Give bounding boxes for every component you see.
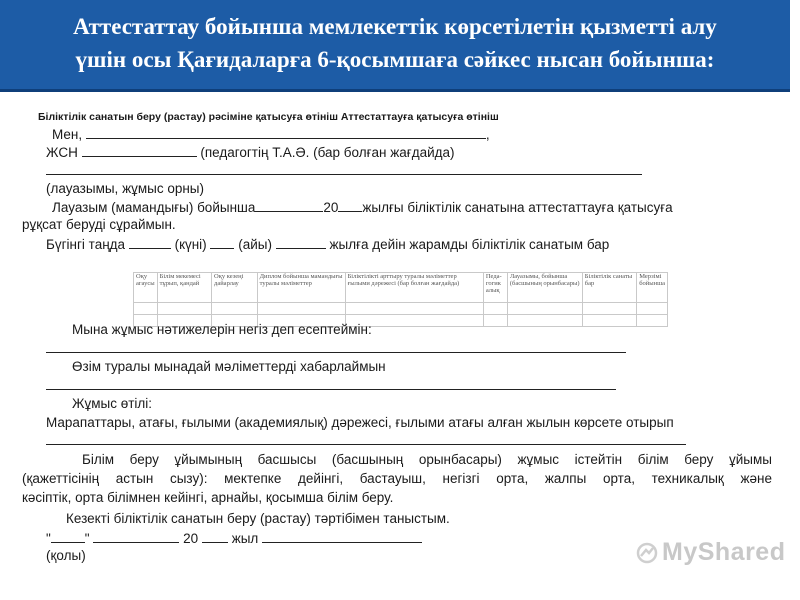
iin-blank[interactable] (82, 143, 197, 157)
header-cell-category: Біліктілік санаты бар (582, 273, 636, 303)
work-experience-label: Жұмыс өтілі: (72, 396, 153, 411)
org-types-line: (қажеттісінің астын сызу): мектепке дейінгі, бастауыш, негізгі орта, жалпы орта, техникалық және (22, 471, 772, 486)
day-blank[interactable] (129, 235, 171, 249)
watermark-text: MyShared (662, 538, 786, 566)
banner-title-line-2: үшін осы Қағидаларға 6-қосымшаға сәйкес нысан бойынша: (75, 47, 715, 72)
iin-label: ЖСН (46, 145, 78, 160)
specialty-label: Лауазым (мамандығы) бойынша (52, 200, 256, 215)
date-year-blank[interactable] (202, 529, 228, 543)
request-line-2: рұқсат беруді сұраймын. (22, 217, 176, 232)
title-banner (0, 0, 790, 92)
line-date (46, 529, 422, 547)
header-cell-pedagogical: Педа- гогик алық (483, 273, 507, 303)
head-of-org-line-1: Білім беру ұйымының басшысы (басшының орынбасары) жұмыс істейтін білім беру ұйымы (82, 452, 772, 467)
work-results-label: Мына жұмыс нәтижелерін негіз деп есептеймін: (72, 322, 372, 337)
valid-year-blank[interactable] (276, 235, 326, 249)
valid-until-text: жылға дейін жарамды біліктілік санатым бар (329, 237, 610, 252)
header-cell-term: Мерзімі бойынша (637, 273, 668, 303)
header-cell-specialty: Диплом бойынша мамандығы туралы мәліметтер (257, 273, 345, 303)
month-blank[interactable] (210, 235, 234, 249)
signature-blank[interactable] (262, 529, 422, 543)
table-header-row (134, 273, 668, 303)
banner-title (0, 10, 790, 76)
today-label: Бүгінгі таңда (46, 237, 126, 252)
month-label: (айы) (238, 237, 272, 252)
education-table (133, 272, 668, 327)
signature-label: (қолы) (46, 548, 86, 563)
org-types-line-2: кәсіптік, орта білімнен кейінгі, арнайы, қосымша білім беру. (22, 490, 394, 505)
header-cell-period: Оқу кезеңі дайарлау (212, 273, 258, 303)
quote-open: " (46, 531, 51, 546)
awards-label: Марапаттары, атағы, ғылыми (академиялық) дәрежесі, ғылыми атағы алған жылын көрсете отырып (46, 415, 674, 430)
line-iin (46, 143, 455, 161)
date-year-label: жыл (231, 531, 259, 546)
name-label: Мен, (52, 127, 83, 142)
header-cell-institution: Білім мекемесі тұрып, қандай (157, 273, 211, 303)
acknowledgement-text: Кезекті біліктілік санатын беру (растау) тәртібімен таныстым. (66, 511, 450, 526)
teacher-name-hint: (педагогтің Т.А.Ә. (бар болған жағдайда) (200, 145, 455, 160)
date-year-prefix: 20 (183, 531, 199, 546)
year-blank[interactable] (338, 198, 362, 212)
line-name (52, 125, 490, 143)
date-month-blank[interactable] (93, 529, 179, 543)
header-cell-qualification: Біліктілікті арттыру туралы мәліметтер ғылыми дәрежесі (бар болған жағдайда) (345, 273, 483, 303)
quote-close: " (84, 531, 90, 546)
line-current-category (46, 235, 609, 253)
form-subtitle: Біліктілік санатын беру (растау) рәсіміне қатысуға өтініш Аттестаттауға қатысуға өтініш (38, 111, 499, 123)
awards-blank[interactable] (46, 444, 686, 445)
about-self-blank[interactable] (46, 389, 616, 390)
date-day-blank[interactable] (51, 529, 85, 543)
category-request-text: жылғы біліктілік санатына аттестаттауға қатысуға (362, 200, 673, 215)
table-row (134, 303, 668, 315)
about-self-label: Өзім туралы мынадай мәліметтерді хабарлаймын (72, 359, 386, 374)
header-cell-position: Лауазымы, бойынша (басшының орынбасары) (507, 273, 582, 303)
position-blank[interactable] (46, 174, 642, 175)
banner-title-line-1: Аттестаттау бойынша мемлекеттік көрсетілетін қызметті алу (73, 14, 717, 39)
specialty-blank[interactable] (255, 198, 323, 212)
position-hint: (лауазымы, жұмыс орны) (46, 181, 204, 196)
name-blank[interactable] (86, 125, 486, 139)
work-results-blank[interactable] (46, 352, 626, 353)
line-specialty (52, 198, 673, 216)
year-prefix: 20 (323, 200, 339, 215)
header-cell-study: Оқу агаусы (134, 273, 158, 303)
name-suffix: , (485, 127, 490, 142)
day-label: (күні) (174, 237, 207, 252)
watermark-logo-icon (636, 542, 658, 564)
